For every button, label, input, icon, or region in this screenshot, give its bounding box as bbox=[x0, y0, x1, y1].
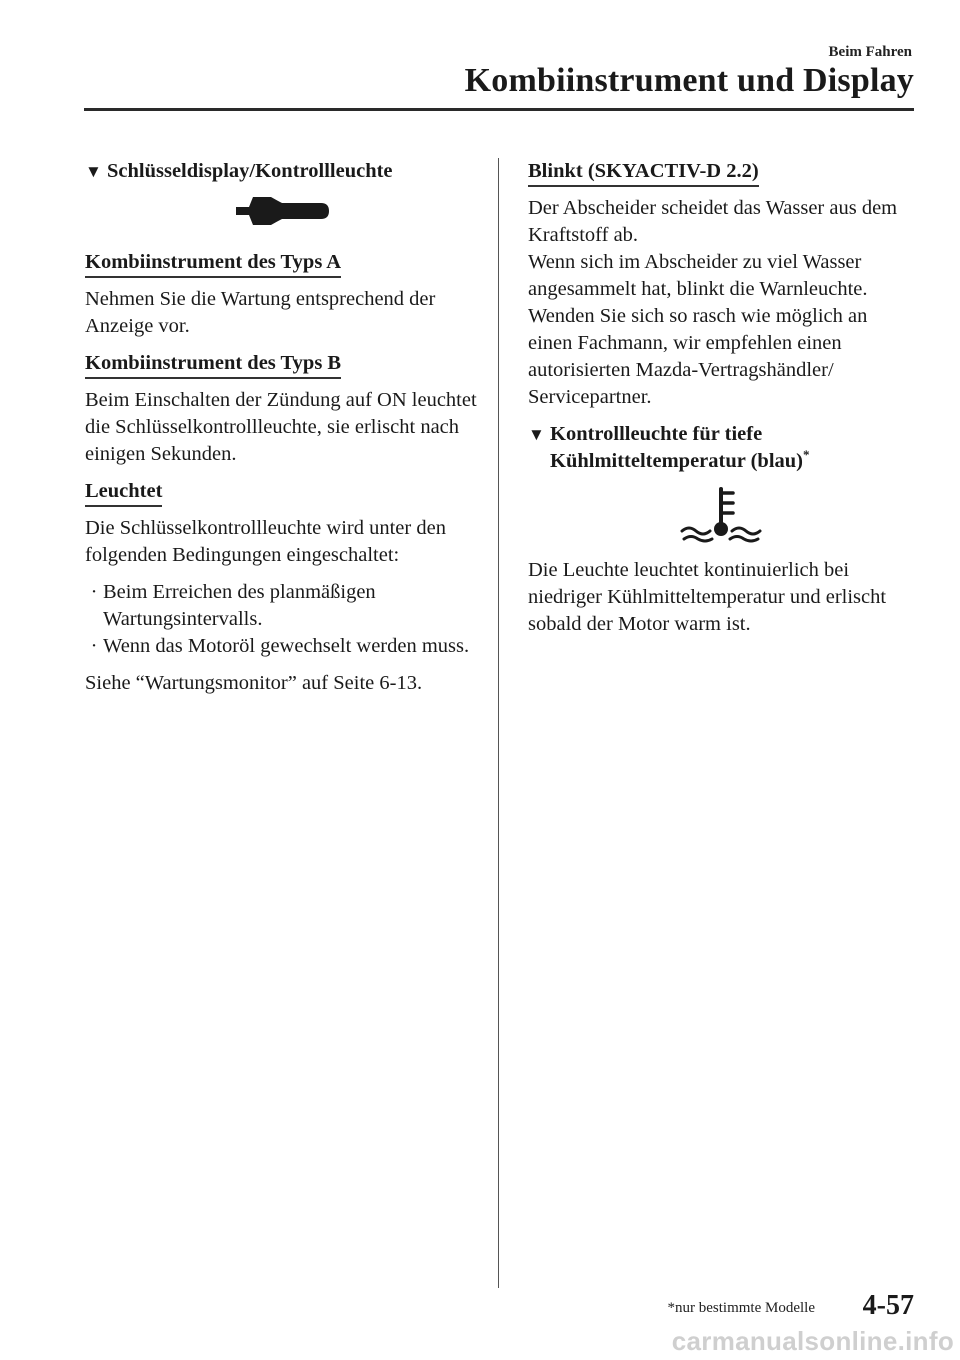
paragraph-type-a: Nehmen Sie die Wartung entsprechend der Anzeige vor. bbox=[85, 288, 436, 337]
bullet-dot-icon: · bbox=[90, 581, 98, 603]
coolant-temperature-icon bbox=[528, 485, 913, 543]
paragraph-type-b: Beim Einschalten der Zündung auf ON leuchtet die Schlüsselkontrollleuchte, sie erlischt nach einigen Sekunden. bbox=[85, 389, 477, 465]
wrench-icon bbox=[85, 193, 480, 233]
bullet-dot-icon: · bbox=[90, 635, 98, 657]
heading-coolant-line1: Kontrollleuchte für tiefe bbox=[550, 423, 763, 445]
paragraph-blink-2: Wenn sich im Abscheider zu viel Wasser angesammelt hat, blinkt die Warnleuchte. Wenden Sie sich so rasch wie möglich an einen Fachmann, wir empfehlen einen autorisierten Mazda-Vertragshändler/ Servicepartner. bbox=[528, 251, 868, 408]
subheading-type-b: Kombiinstrument des Typs B bbox=[85, 351, 341, 379]
footnote-marker: * bbox=[803, 447, 810, 463]
header-rule bbox=[84, 108, 914, 111]
subheading-type-a: Kombiinstrument des Typs A bbox=[85, 250, 341, 278]
subheading-lit: Leuchtet bbox=[85, 479, 162, 507]
triangle-marker-icon: ▼ bbox=[528, 425, 545, 444]
list-item bbox=[85, 579, 480, 633]
paragraph-coolant: Die Leuchte leuchtet kontinuierlich bei niedriger Kühlmitteltemperatur und erlischt sobald der Motor warm ist. bbox=[528, 559, 887, 635]
section-label: Beim Fahren bbox=[828, 44, 912, 60]
watermark: carmanualsonline.info bbox=[671, 1326, 954, 1356]
subheading-blink: Blinkt (SKYACTIV-D 2.2) bbox=[528, 159, 759, 187]
heading-key-text: Schlüsseldisplay/Kontrollleuchte bbox=[107, 160, 393, 182]
list-item-text: Beim Erreichen des planmäßigen Wartungsintervalls. bbox=[103, 581, 376, 630]
see-also-reference: Siehe “Wartungsmonitor” auf Seite 6-13. bbox=[85, 672, 423, 694]
triangle-marker-icon: ▼ bbox=[85, 162, 102, 181]
bullet-list bbox=[85, 579, 480, 660]
heading-coolant-line2: Kühlmitteltemperatur (blau) bbox=[550, 450, 803, 472]
heading-key-indicator bbox=[85, 158, 480, 185]
page-title: Kombiinstrument und Display bbox=[464, 62, 914, 99]
column-divider bbox=[498, 158, 499, 1288]
page-number: 4-57 bbox=[862, 1290, 914, 1321]
paragraph-blink-1: Der Abscheider scheidet das Wasser aus dem Kraftstoff ab. bbox=[528, 197, 898, 246]
right-column bbox=[528, 158, 913, 648]
left-column bbox=[85, 158, 480, 707]
footnote: *nur bestimmte Modelle bbox=[667, 1300, 815, 1316]
paragraph-lit: Die Schlüsselkontrollleuchte wird unter den folgenden Bedingungen eingeschaltet: bbox=[85, 517, 446, 566]
list-item bbox=[85, 633, 480, 660]
list-item-text: Wenn das Motoröl gewechselt werden muss. bbox=[103, 635, 470, 657]
heading-coolant-indicator bbox=[528, 421, 913, 475]
